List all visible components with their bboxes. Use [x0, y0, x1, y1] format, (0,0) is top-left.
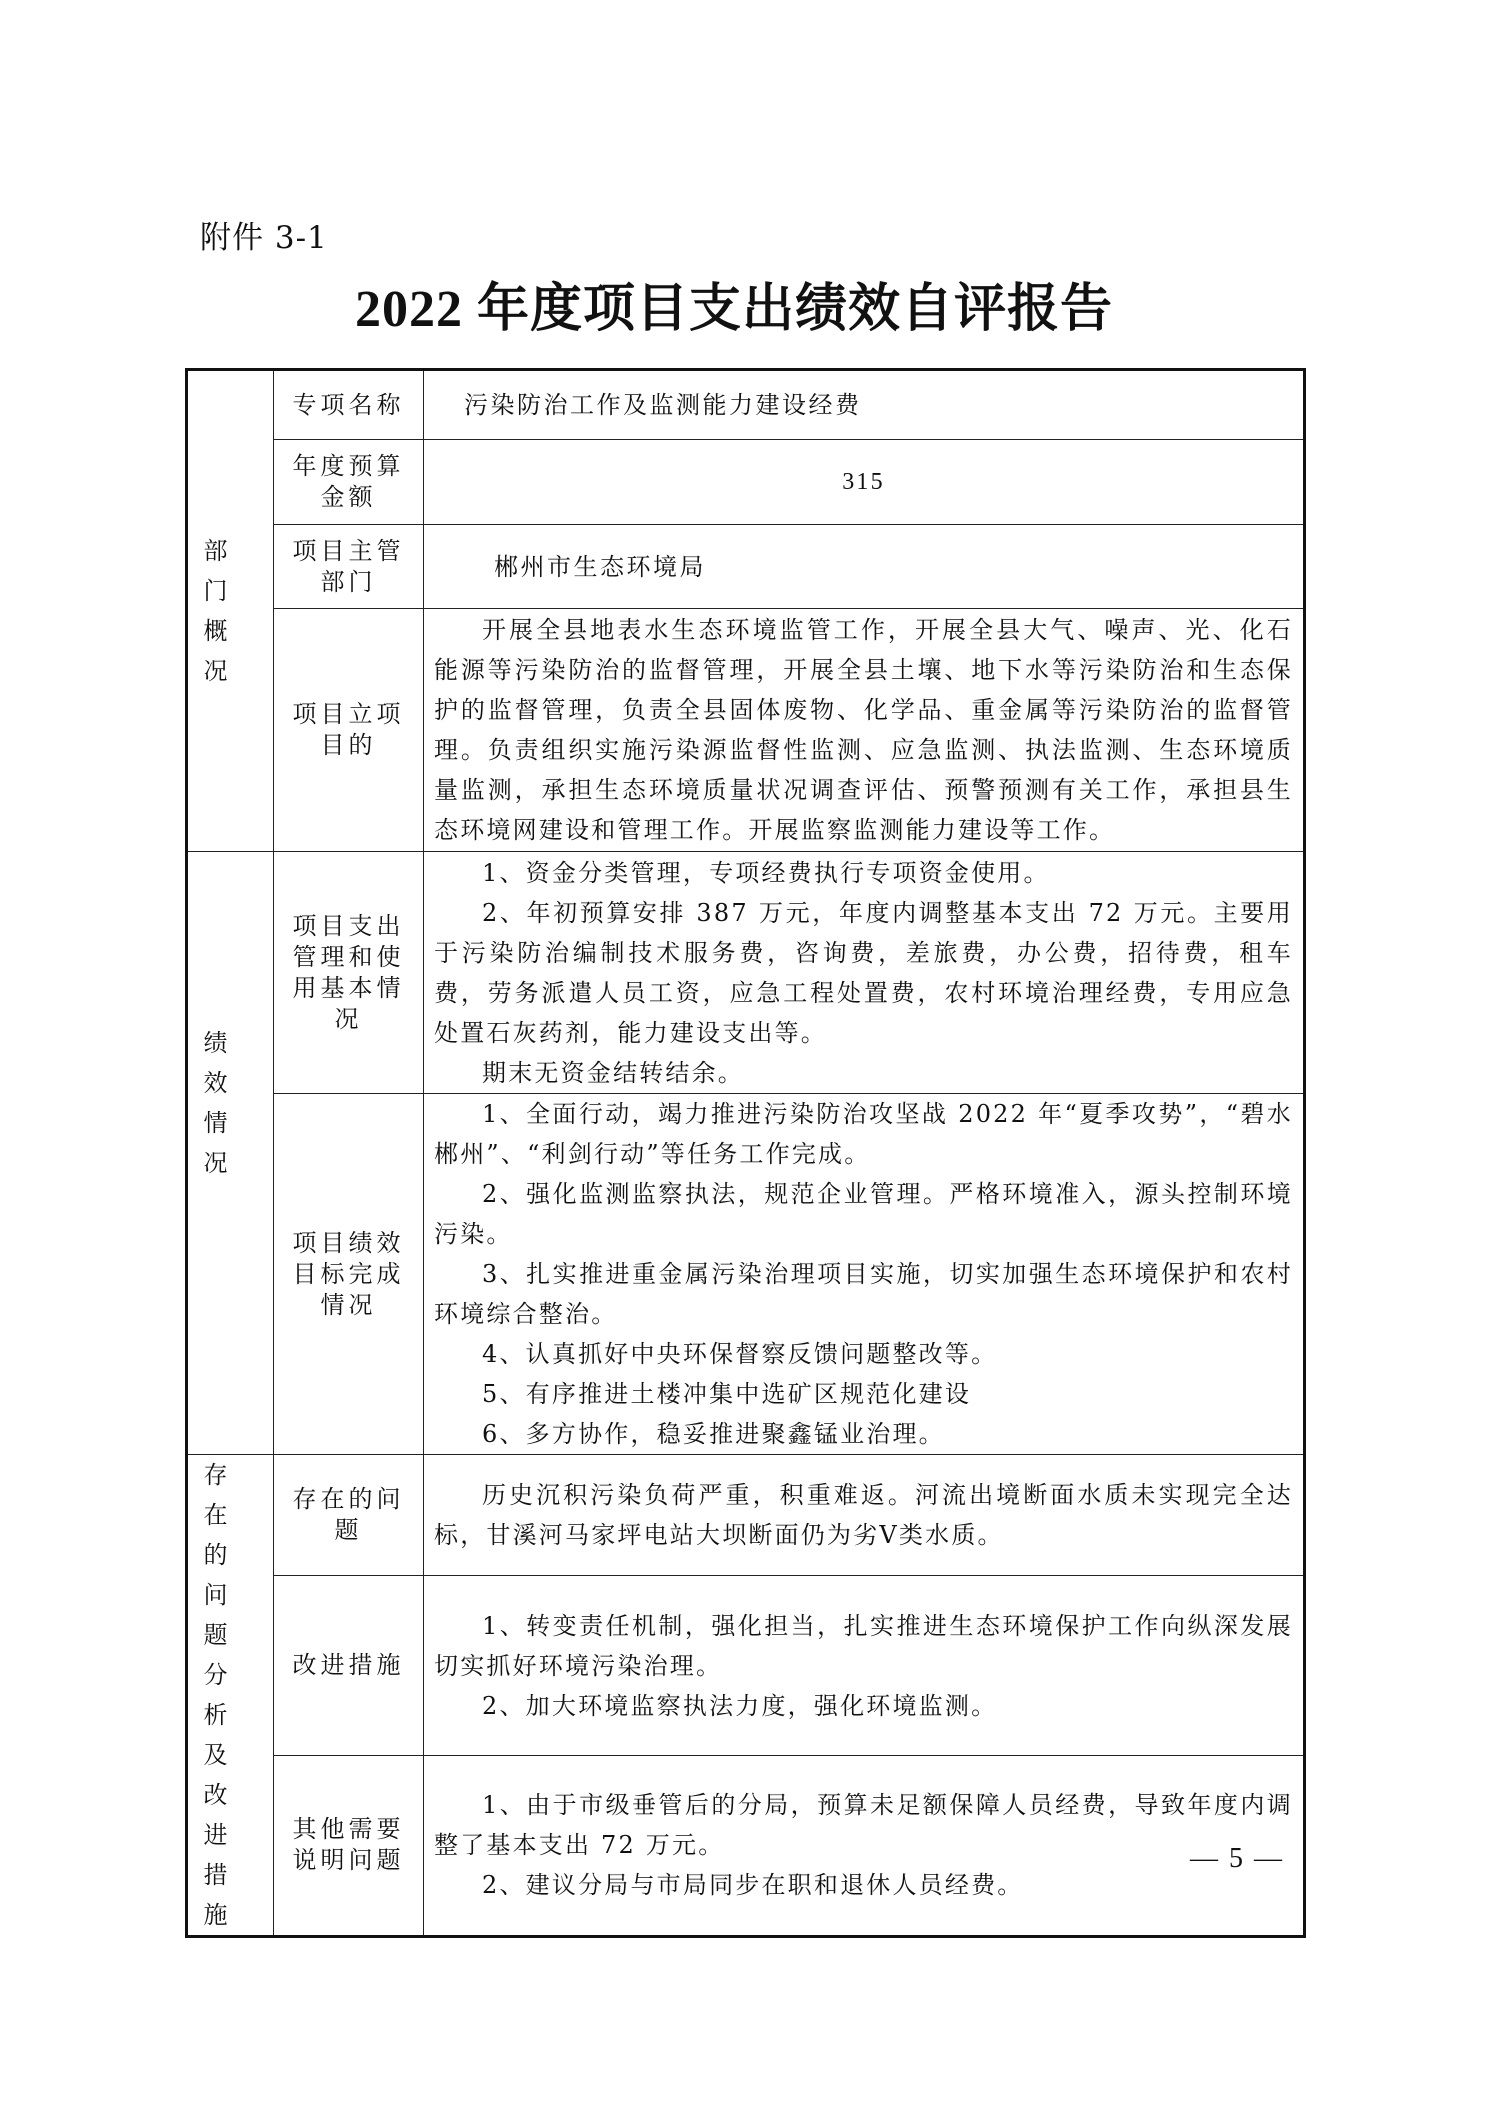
- page-number: — 5 —: [1190, 1843, 1284, 1874]
- table-row: [187, 370, 1305, 440]
- attachment-label: 附件 3-1: [200, 220, 328, 256]
- section-label: [187, 852, 274, 1455]
- row-value: 郴州市生态环境局: [424, 525, 1305, 609]
- row-label: 项目主管 部门: [274, 525, 424, 609]
- row-label: 项目支出 管理和使 用基本情 况: [274, 852, 424, 1094]
- section-label: [187, 370, 274, 852]
- page-title-text: 2022 年度项目支出绩效自评报告: [354, 281, 1113, 338]
- table-row: [187, 1755, 1305, 1936]
- row-value: 1、全面行动，竭力推进污染防治攻坚战 2022 年“夏季攻势”，“碧水郴州”、“利剑行动”等任务工作完成。 2、强化监测监察执法，规范企业管理。严格环境准入，源头控制环境污染。 3、扎实推进重金属污染治理项目实施，切实加强生态环境保护和农村环境综合整治。 4、认真抓好中央环保督察反馈问题整改等。 5、有序推进土楼冲集中选矿区规范化建设 6、多方协作，稳妥推进聚鑫锰业治理。: [424, 1094, 1305, 1455]
- row-label: 其他需要 说明问题: [274, 1755, 424, 1936]
- row-label: 年度预算 金额: [274, 440, 424, 525]
- row-label: 项目绩效 目标完成 情况: [274, 1094, 424, 1455]
- table-row: [187, 525, 1305, 609]
- row-label: 专项名称: [274, 370, 424, 440]
- row-value: 污染防治工作及监测能力建设经费: [424, 370, 1305, 440]
- table-row: [187, 1094, 1305, 1455]
- row-label: 存在的问 题: [274, 1455, 424, 1576]
- row-value: 1、由于市级垂管后的分局，预算未足额保障人员经费，导致年度内调整了基本支出 72 万元。 2、建议分局与市局同步在职和退休人员经费。: [424, 1755, 1305, 1936]
- row-value: 1、资金分类管理，专项经费执行专项资金使用。 2、年初预算安排 387 万元，年度内调整基本支出 72 万元。主要用于污染防治编制技术服务费，咨询费，差旅费，办公费，招待费，租车费，劳务派遣人员工资，应急工程处置费，农村环境治理经费，专用应急处置石灰药剂，能力建设支出等。 期末无资金结转结余。: [424, 852, 1305, 1094]
- row-value: 历史沉积污染负荷严重，积重难返。河流出境断面水质未实现完全达标，甘溪河马家坪电站大坝断面仍为劣Ⅴ类水质。: [424, 1455, 1305, 1576]
- row-value: 开展全县地表水生态环境监管工作，开展全县大气、噪声、光、化石能源等污染防治的监督管理，开展全县土壤、地下水等污染防治和生态保护的监督管理，负责全县固体废物、化学品、重金属等污染防治的监督管理。负责组织实施污染源监督性监测、应急监测、执法监测、生态环境质量监测，承担生态环境质量状况调查评估、预警预测有关工作，承担县生态环境网建设和管理工作。开展监察监测能力建设等工作。: [424, 609, 1305, 852]
- row-label: 项目立项 目的: [274, 609, 424, 852]
- report-table: [185, 368, 1306, 1938]
- page-title: [0, 266, 1488, 341]
- section-label-text: 存在 的问 题分 析及 改进 措施: [203, 1461, 234, 1929]
- table-row: [187, 852, 1305, 1094]
- section-label-text: 部门 概况: [203, 537, 234, 685]
- table-row: [187, 609, 1305, 852]
- section-label-text: 绩效 情况: [203, 1029, 234, 1177]
- table-row: [187, 1576, 1305, 1756]
- table-row: [187, 1455, 1305, 1576]
- table-row: [187, 440, 1305, 525]
- row-value: 315: [424, 440, 1305, 525]
- section-label: [187, 1455, 274, 1937]
- row-value: 1、转变责任机制，强化担当，扎实推进生态环境保护工作向纵深发展切实抓好环境污染治理。 2、加大环境监察执法力度，强化环境监测。: [424, 1576, 1305, 1756]
- row-label: 改进措施: [274, 1576, 424, 1756]
